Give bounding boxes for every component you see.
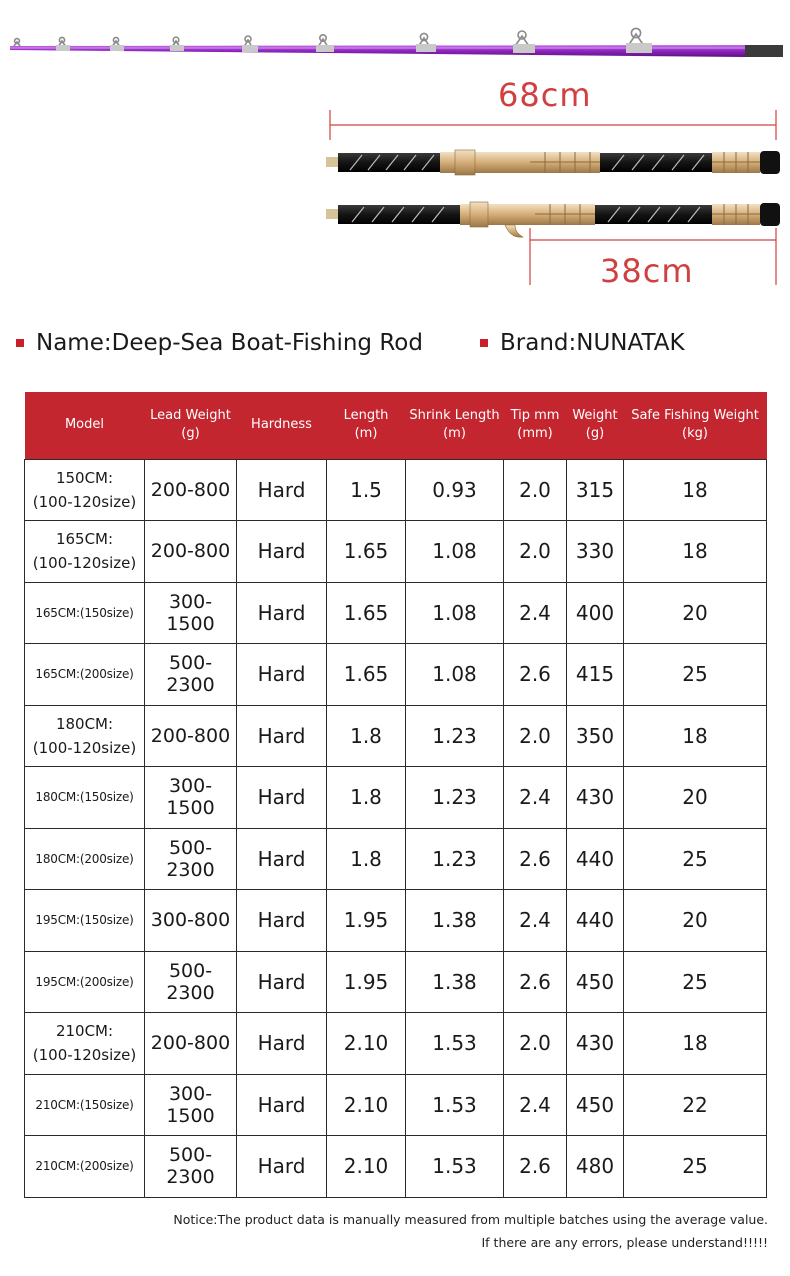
model-cell	[25, 1136, 145, 1198]
column-header-label: Length	[343, 408, 389, 424]
table-header	[25, 392, 767, 459]
table-row	[25, 767, 767, 829]
model-line-1: 180CM:(150size)	[35, 790, 134, 805]
safe-weight-cell: 18	[624, 521, 767, 583]
hardness-cell: Hard	[237, 767, 327, 829]
product-brand	[480, 330, 685, 356]
safe-weight-cell: 25	[624, 951, 767, 1013]
length-cell: 1.5	[327, 459, 406, 521]
tip-cell: 2.0	[504, 1013, 567, 1075]
length-cell: 1.95	[327, 890, 406, 952]
table-row	[25, 1136, 767, 1198]
model-line-2: (100-120size)	[32, 738, 137, 757]
column-header	[504, 392, 567, 459]
notice	[173, 1208, 768, 1254]
safe-weight-cell: 25	[624, 644, 767, 706]
safe-weight-cell: 18	[624, 1013, 767, 1075]
column-header-unit: (m)	[443, 426, 466, 442]
shrink-length-cell: 1.08	[406, 521, 504, 583]
model-cell	[25, 951, 145, 1013]
length-cell: 1.8	[327, 705, 406, 767]
tip-cell: 2.4	[504, 767, 567, 829]
title-row	[0, 330, 790, 366]
safe-weight-cell: 25	[624, 1136, 767, 1198]
tip-cell: 2.4	[504, 582, 567, 644]
column-header-label: Shrink Length	[409, 408, 500, 424]
weight-cell: 440	[567, 828, 624, 890]
lead-weight-cell: 300-800	[145, 890, 237, 952]
hardness-cell: Hard	[237, 1013, 327, 1075]
product-name	[16, 330, 423, 356]
weight-cell: 350	[567, 705, 624, 767]
model-cell	[25, 828, 145, 890]
bullet-square-icon	[480, 339, 488, 347]
weight-cell: 480	[567, 1136, 624, 1198]
length-cell: 2.10	[327, 1136, 406, 1198]
model-line-1: 165CM:(150size)	[35, 605, 134, 620]
column-header-label: Safe Fishing Weight	[631, 408, 759, 424]
shrink-length-cell: 0.93	[406, 459, 504, 521]
model-line-2: (100-120size)	[32, 1046, 137, 1065]
shrink-length-cell: 1.23	[406, 767, 504, 829]
model-line-1: 180CM:(200size)	[35, 851, 134, 866]
length-cell: 1.8	[327, 828, 406, 890]
model-line-1: 195CM:(150size)	[35, 913, 134, 928]
rod-guides	[14, 28, 644, 47]
notice-line-1: Notice:The product data is manually measured from multiple batches using the average value.	[173, 1212, 768, 1227]
length-cell: 2.10	[327, 1013, 406, 1075]
column-header	[25, 392, 145, 459]
lead-weight-cell: 300-1500	[145, 582, 237, 644]
tip-cell: 2.6	[504, 951, 567, 1013]
hardness-cell: Hard	[237, 1136, 327, 1198]
column-header-label: Hardness	[251, 417, 312, 433]
length-cell: 1.65	[327, 644, 406, 706]
shrink-length-cell: 1.38	[406, 951, 504, 1013]
tip-cell: 2.6	[504, 1136, 567, 1198]
weight-cell: 330	[567, 521, 624, 583]
header-row	[25, 392, 767, 459]
safe-weight-cell: 18	[624, 459, 767, 521]
safe-weight-cell: 22	[624, 1074, 767, 1136]
model-cell	[25, 890, 145, 952]
column-header-unit: (kg)	[682, 426, 708, 442]
table-row	[25, 459, 767, 521]
lead-weight-cell: 200-800	[145, 521, 237, 583]
weight-cell: 415	[567, 644, 624, 706]
shrink-length-cell: 1.23	[406, 705, 504, 767]
rod-illustration	[0, 0, 790, 300]
weight-cell: 450	[567, 951, 624, 1013]
notice-line-2: If there are any errors, please understand!!!!!	[481, 1235, 768, 1250]
model-line-1: 150CM:	[55, 468, 114, 487]
hardness-cell: Hard	[237, 459, 327, 521]
column-header-label: Tip mm	[510, 408, 560, 424]
tip-cell: 2.0	[504, 521, 567, 583]
safe-weight-cell: 20	[624, 767, 767, 829]
lead-weight-cell: 200-800	[145, 705, 237, 767]
safe-weight-cell: 18	[624, 705, 767, 767]
lead-weight-cell: 500-2300	[145, 828, 237, 890]
model-line-2: (100-120size)	[32, 554, 137, 573]
weight-cell: 440	[567, 890, 624, 952]
column-header-unit: (m)	[354, 426, 378, 442]
tip-cell: 2.0	[504, 705, 567, 767]
table-row	[25, 521, 767, 583]
shrink-length-cell: 1.23	[406, 828, 504, 890]
tip-cell: 2.6	[504, 644, 567, 706]
model-cell	[25, 459, 145, 521]
hardness-cell: Hard	[237, 890, 327, 952]
shrink-length-cell: 1.53	[406, 1136, 504, 1198]
model-line-1: 165CM:(200size)	[35, 667, 134, 682]
column-header-label: Lead Weight	[150, 408, 231, 424]
length-cell: 1.95	[327, 951, 406, 1013]
safe-weight-cell: 25	[624, 828, 767, 890]
tip-cell: 2.4	[504, 890, 567, 952]
hardness-cell: Hard	[237, 521, 327, 583]
table-row	[25, 1013, 767, 1075]
lead-weight-cell: 300-1500	[145, 767, 237, 829]
product-brand-text: Brand:NUNATAK	[500, 330, 685, 356]
model-line-2: (100-120size)	[32, 492, 137, 511]
model-line-1: 165CM:	[55, 530, 114, 549]
lead-weight-cell: 200-800	[145, 1013, 237, 1075]
model-line-1: 210CM:	[55, 1022, 114, 1041]
hardness-cell: Hard	[237, 705, 327, 767]
bullet-square-icon	[16, 339, 24, 347]
column-header-unit: (g)	[585, 426, 605, 442]
hardness-cell: Hard	[237, 1074, 327, 1136]
hardness-cell: Hard	[237, 951, 327, 1013]
shrink-length-cell: 1.53	[406, 1074, 504, 1136]
weight-cell: 315	[567, 459, 624, 521]
tip-cell: 2.4	[504, 1074, 567, 1136]
product-name-text: Name:Deep-Sea Boat-Fishing Rod	[36, 330, 423, 356]
length-cell: 1.8	[327, 767, 406, 829]
handle-retracted	[326, 202, 780, 237]
column-header-unit: (g)	[181, 426, 200, 442]
table-row	[25, 644, 767, 706]
model-line-1: 210CM:(200size)	[35, 1159, 134, 1174]
column-header-unit: (mm)	[517, 426, 553, 442]
dimension-68cm	[330, 110, 776, 140]
weight-cell: 450	[567, 1074, 624, 1136]
table-row	[25, 890, 767, 952]
model-cell	[25, 705, 145, 767]
table-row	[25, 582, 767, 644]
column-header	[145, 392, 237, 459]
model-line-1: 195CM:(200size)	[35, 974, 134, 989]
weight-cell: 430	[567, 767, 624, 829]
model-cell	[25, 644, 145, 706]
model-cell	[25, 767, 145, 829]
hardness-cell: Hard	[237, 828, 327, 890]
model-line-1: 180CM:	[55, 714, 114, 733]
rod-blank	[10, 45, 783, 57]
table-body	[25, 459, 767, 1197]
shrink-length-label: 38cm	[600, 252, 694, 290]
lead-weight-cell: 200-800	[145, 459, 237, 521]
shrink-length-cell: 1.08	[406, 582, 504, 644]
table-row	[25, 705, 767, 767]
length-cell: 1.65	[327, 582, 406, 644]
lead-weight-cell: 500-2300	[145, 1136, 237, 1198]
safe-weight-cell: 20	[624, 890, 767, 952]
table-row	[25, 828, 767, 890]
spec-table	[24, 392, 767, 1198]
column-header	[567, 392, 624, 459]
shrink-length-cell: 1.08	[406, 644, 504, 706]
handle-extended	[326, 150, 780, 175]
lead-weight-cell: 500-2300	[145, 951, 237, 1013]
model-cell	[25, 1074, 145, 1136]
shrink-length-cell: 1.38	[406, 890, 504, 952]
column-header	[237, 392, 327, 459]
model-line-1: 210CM:(150size)	[35, 1097, 134, 1112]
column-header-label: Weight	[572, 408, 618, 424]
column-header	[624, 392, 767, 459]
length-cell: 2.10	[327, 1074, 406, 1136]
column-header-label: Model	[64, 417, 105, 433]
safe-weight-cell: 20	[624, 582, 767, 644]
shrink-length-cell: 1.53	[406, 1013, 504, 1075]
table-row	[25, 1074, 767, 1136]
model-cell	[25, 1013, 145, 1075]
full-length-label: 68cm	[498, 76, 592, 114]
column-header	[406, 392, 504, 459]
tip-cell: 2.0	[504, 459, 567, 521]
lead-weight-cell: 500-2300	[145, 644, 237, 706]
model-cell	[25, 521, 145, 583]
model-cell	[25, 582, 145, 644]
column-header	[327, 392, 406, 459]
hardness-cell: Hard	[237, 644, 327, 706]
length-cell: 1.65	[327, 521, 406, 583]
weight-cell: 430	[567, 1013, 624, 1075]
tip-cell: 2.6	[504, 828, 567, 890]
table-row	[25, 951, 767, 1013]
weight-cell: 400	[567, 582, 624, 644]
lead-weight-cell: 300-1500	[145, 1074, 237, 1136]
hardness-cell: Hard	[237, 582, 327, 644]
